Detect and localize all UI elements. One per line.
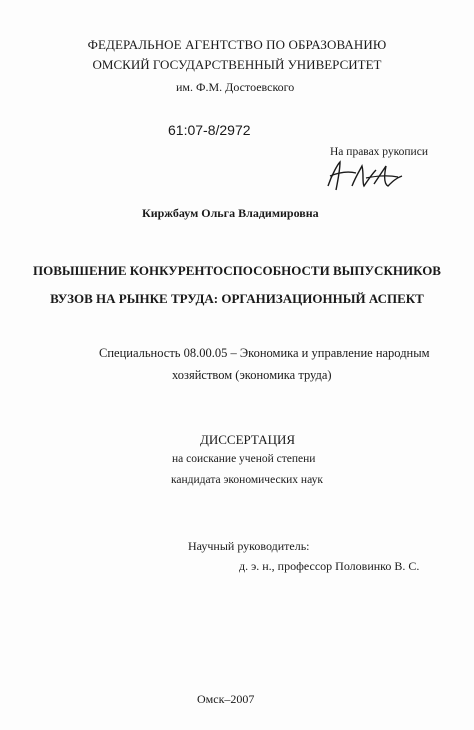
degree-line-2: кандидата экономических наук — [171, 474, 323, 486]
org-line-named-after: им. Ф.М. Достоевского — [176, 80, 295, 94]
degree-line-1: на соискание ученой степени — [172, 453, 316, 465]
signature-icon — [318, 156, 408, 196]
specialty-line-2: хозяйством (экономика труда) — [172, 368, 332, 382]
thesis-title-line-1: ПОВЫШЕНИЕ КОНКУРЕНТОСПОСОБНОСТИ ВЫПУСКНИКОВ — [33, 263, 441, 278]
city-year: Омск–2007 — [197, 692, 255, 706]
specialty-line-1: Специальность 08.00.05 – Экономика и управление народным — [99, 346, 430, 360]
advisor-label: Научный руководитель: — [188, 539, 310, 553]
work-type: ДИССЕРТАЦИЯ — [200, 432, 296, 447]
rights-note: На правах рукописи — [330, 146, 428, 158]
org-line-university: ОМСКИЙ ГОСУДАРСТВЕННЫЙ УНИВЕРСИТЕТ — [92, 57, 382, 72]
thesis-title-line-2: ВУЗОВ НА РЫНКЕ ТРУДА: ОРГАНИЗАЦИОННЫЙ АСПЕКТ — [50, 291, 424, 306]
advisor-name: д. э. н., профессор Половинко В. С. — [239, 559, 420, 573]
author-name: Киржбаум Ольга Владимировна — [142, 206, 319, 220]
org-line-agency: ФЕДЕРАЛЬНОЕ АГЕНТСТВО ПО ОБРАЗОВАНИЮ — [87, 37, 387, 52]
registry-number: 61:07-8/2972 — [168, 122, 251, 138]
